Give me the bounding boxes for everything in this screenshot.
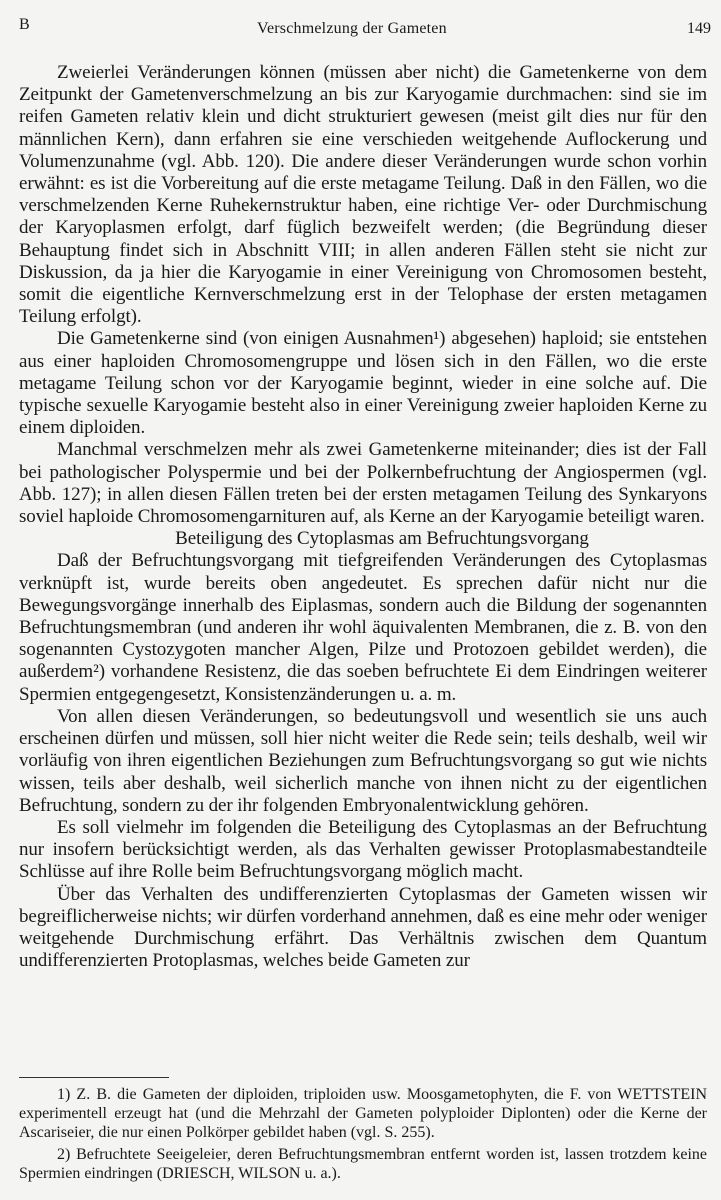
page-header — [19, 16, 711, 42]
footnote: 1) Z. B. die Gameten der diploiden, triploiden usw. Moosgametophyten, die F. von WETTSTEIN experimentell erzeugt hat (und die Mehrzahl der Gameten polyploider Diplonten) oder die Kerne der Ascariseier, die nur einen Polkörper gebildet haben (vgl. S. 255). — [19, 1086, 707, 1141]
paragraph: Manchmal verschmelzen mehr als zwei Gametenkerne miteinander; dies ist der Fall bei pathologischer Polyspermie und bei der Polkernbefruchtung der Angiospermen (vgl. Abb. 127); in allen diesen Fällen treten bei der ersten metagamen Teilung des Synkaryons soviel haploide Chromosomengarnituren auf, als Kerne an der Karyogamie beteiligt waren. — [19, 439, 707, 528]
page-number: 149 — [687, 20, 711, 37]
running-title: Verschmelzung der Gameten — [257, 20, 447, 37]
footnotes — [19, 1085, 707, 1183]
paragraph: Zweierlei Veränderungen können (müssen aber nicht) die Gametenkerne von dem Zeitpunkt der Gametenverschmelzung an bis zur Karyogamie durchmachen: sind sie im reifen Gameten relativ klein und dicht strukturiert gewesen (meist gilt dies nur für den männlichen Kern), dann erfahren sie eine verschieden weitgehende Auflockerung und Volumenzunahme (vgl. Abb. 120). Die andere dieser Veränderungen wurde schon vorhin erwähnt: es ist die Vorbereitung auf die erste metagame Teilung. Daß in den Fällen, wo die verschmelzenden Kerne Ruhekernstruktur haben, eine richtige Ver- oder Durchmischung der Karyoplasmen erfolgt, darf füglich bezweifelt werden; (die Begründung dieser Behauptung findet sich in Abschnitt VIII; in allen anderen Fällen steht sie nicht zur Diskussion, da ja hier die Karyogamie in einer Vereinigung von Chromosomen besteht, somit die eigentliche Kernverschmelzung erst in der Telophase der ersten metagamen Teilung erfolgt). — [19, 62, 707, 328]
paragraph: Es soll vielmehr im folgenden die Beteiligung des Cytoplasmas an der Befruchtung nur insofern berücksichtigt werden, als das Verhalten gewisser Protoplasmabestandteile Schlüsse auf ihre Rolle beim Befruchtungsvorgang möglich macht. — [19, 816, 707, 883]
paragraph: Daß der Befruchtungsvorgang mit tiefgreifenden Veränderungen des Cytoplasmas verknüpft ist, wurde bereits oben angedeutet. Es sprechen dafür nicht nur die Bewegungsvorgänge innerhalb des Eiplasmas, sondern auch die Bildung der sogenannten Befruchtungsmembran (und anderen ihr wohl äquivalenten Membranen, die z. B. von den sogenannten Cystozygoten mancher Algen, Pilze und Protozoen gebildet werden), die außerdem²) vorhandene Resistenz, die das soeben befruchtete Ei dem Eindringen weiterer Spermien entgegengesetzt, Konsistenzänderungen u. a. m. — [19, 550, 707, 705]
section-heading: Beteiligung des Cytoplasmas am Befruchtungsvorgang — [175, 528, 589, 550]
main-text — [19, 62, 707, 972]
signature-mark: B — [19, 16, 30, 33]
paragraph: Die Gametenkerne sind (von einigen Ausnahmen¹) abgesehen) haploid; sie entstehen aus einer haploiden Chromosomengruppe und lösen sich in den Fällen, wo die erste metagame Teilung schon vor der Karyogamie beginnt, wieder in eine solche auf. Die typische sexuelle Karyogamie besteht also in einer Vereinigung zweier haploiden Kerne zu einem diploiden. — [19, 328, 707, 439]
paragraph: Von allen diesen Veränderungen, so bedeutungsvoll und wesentlich sie uns auch erscheinen dürfen und müssen, soll hier nicht weiter die Rede sein; teils deshalb, weil wir vorläufig von ihren eigentlichen Beziehungen zum Befruchtungsvorgang so gut wie nichts wissen, teils aber deshalb, weil sicherlich manche von ihnen nicht zu der eigentlichen Befruchtung, sondern zu der ihr folgenden Embryonalentwicklung gehören. — [19, 705, 707, 816]
paragraph: Über das Verhalten des undifferenzierten Cytoplasmas der Gameten wissen wir begreiflicherweise nichts; wir dürfen vorderhand annehmen, daß es eine mehr oder weniger weitgehende Durchmischung erfährt. Das Verhältnis zwischen dem Quantum undifferenzierten Protoplasmas, welches beide Gameten zur — [19, 883, 707, 972]
footnote-divider — [19, 1077, 169, 1078]
footnote: 2) Befruchtete Seeigeleier, deren Befruchtungsmembran entfernt worden ist, lassen trotzdem keine Spermien eindringen (DRIESCH, WILSON u. a.). — [19, 1146, 707, 1182]
